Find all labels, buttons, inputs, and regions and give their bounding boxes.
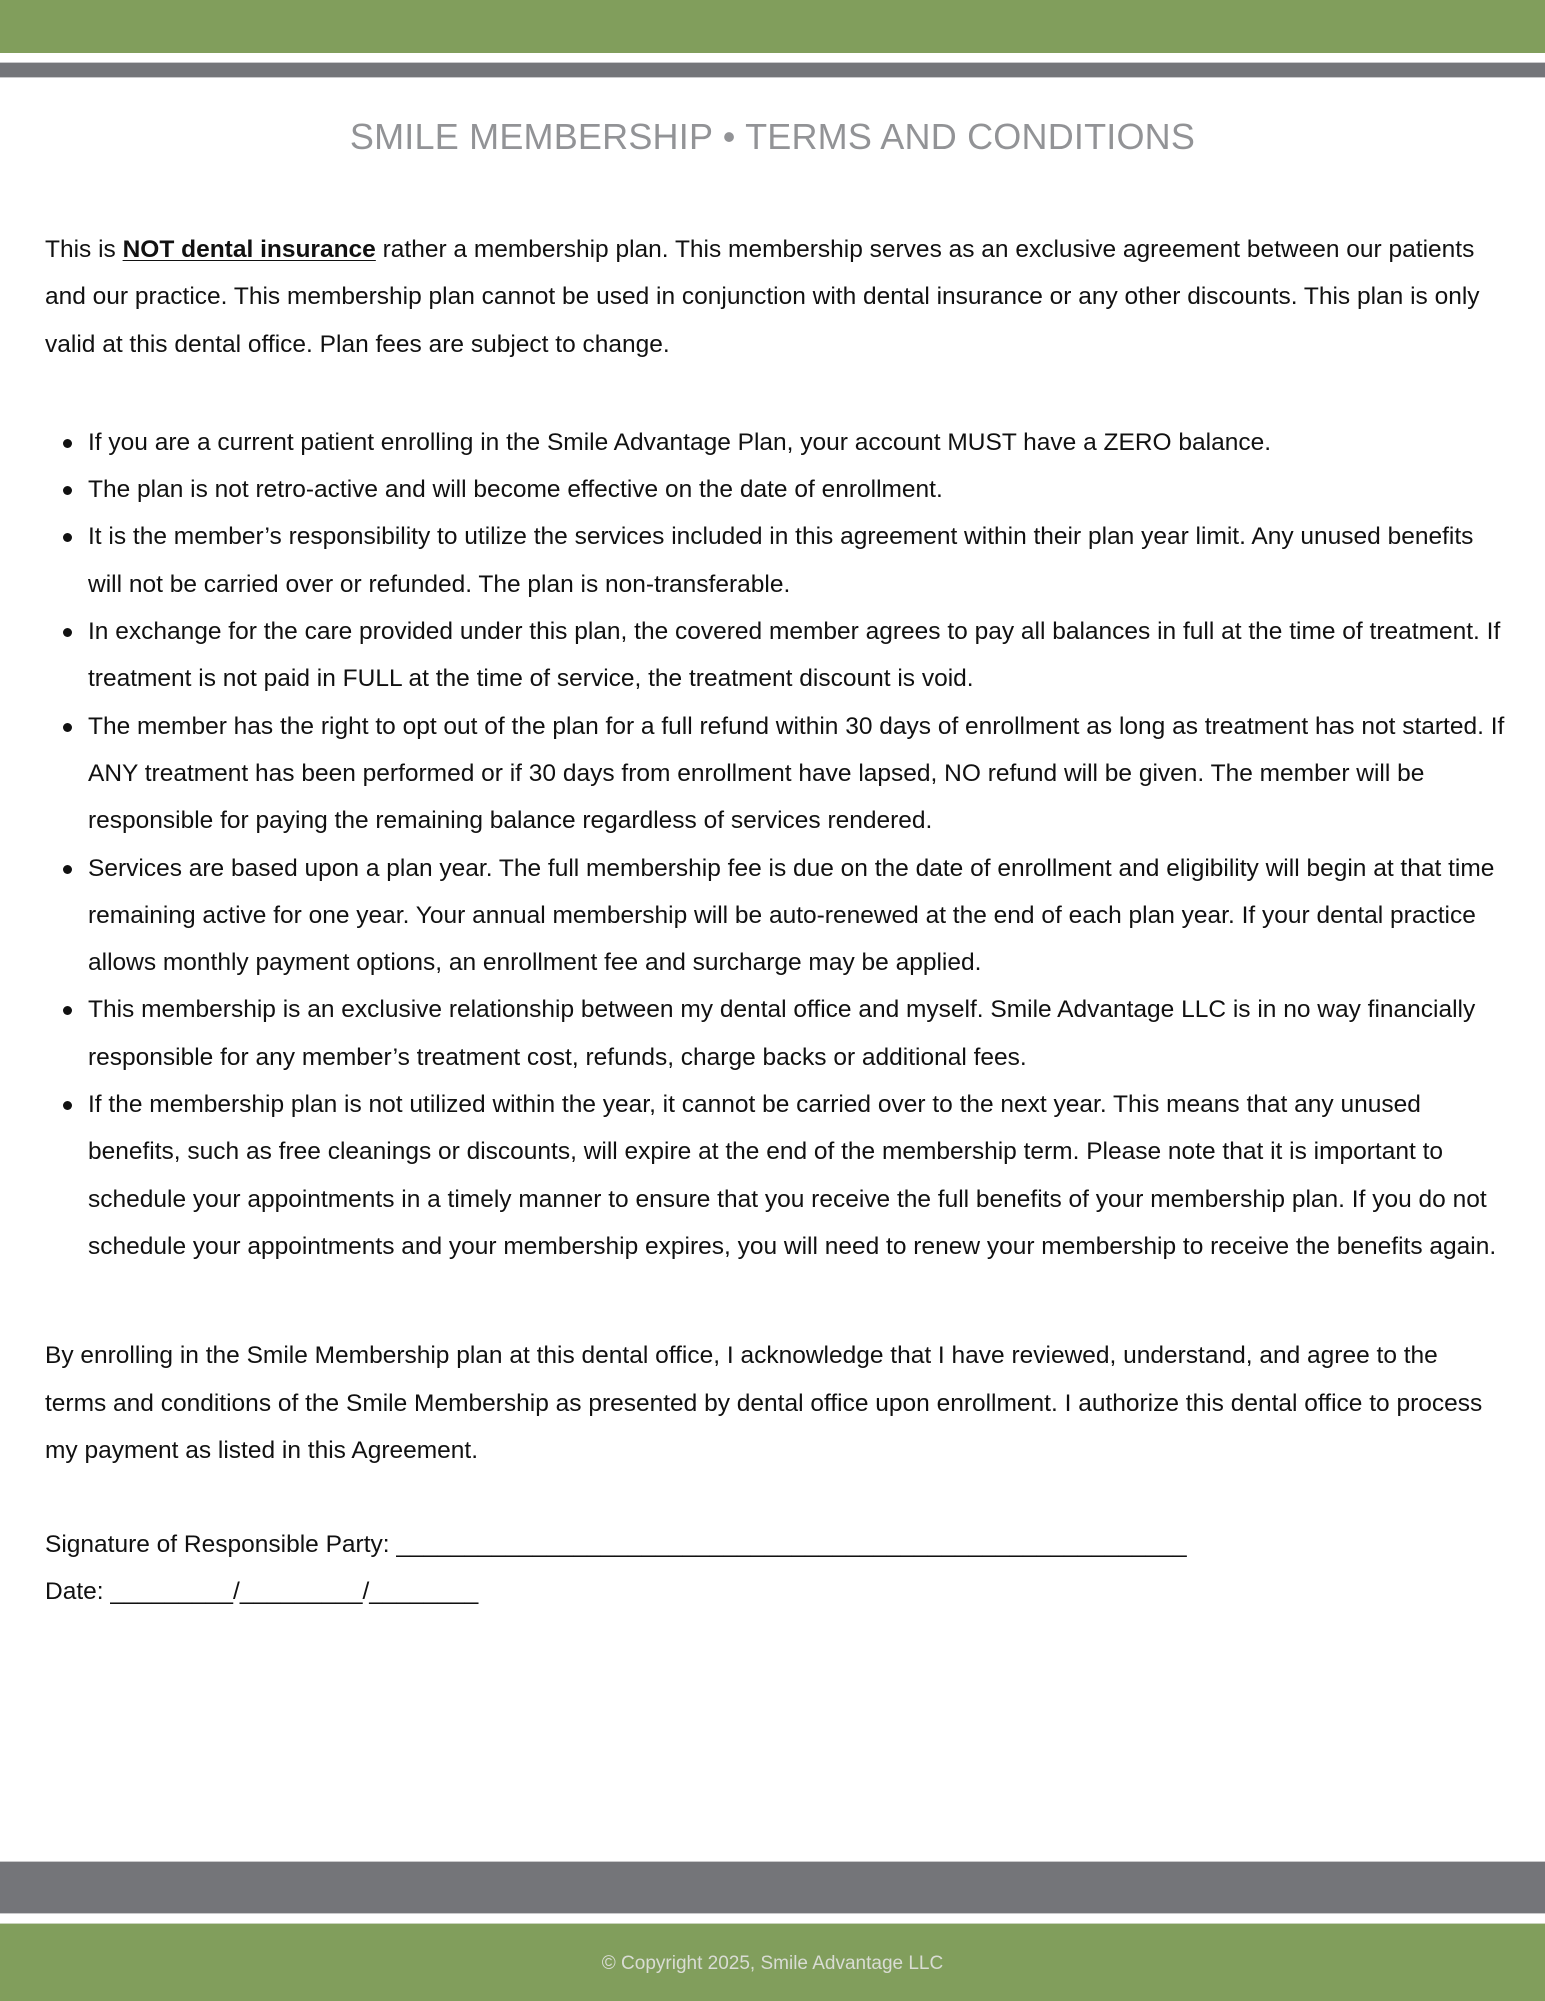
copyright-text: © Copyright 2025, Smile Advantage LLC bbox=[601, 1953, 944, 1974]
header-gray-band bbox=[0, 62, 1545, 78]
intro-suffix: rather a membership plan. This membership serves as an exclusive agreement between our patients and our practice. This membership plan cannot be used in conjunction with dental insurance or any other discounts. This plan is only valid at this dental office. Plan fees are subject to change. bbox=[45, 236, 1480, 358]
signature-row bbox=[45, 1521, 1505, 1568]
term-item bbox=[88, 608, 1505, 703]
page-title: SMILE MEMBERSHIP • TERMS AND CONDITIONS bbox=[349, 116, 1196, 157]
term-item bbox=[88, 986, 1505, 1081]
footer-gray-band bbox=[0, 1861, 1545, 1914]
term-text: In exchange for the care provided under this plan, the covered member agrees to pay all balances in full at the time of treatment. If treatment is not paid in FULL at the time of service, the treatment discount is void. bbox=[88, 618, 1501, 693]
date-label: Date: bbox=[45, 1578, 111, 1606]
term-text: If you are a current patient enrolling in the Smile Advantage Plan, your account MUST have a ZERO balance. bbox=[88, 428, 1272, 456]
signature-label: Signature of Responsible Party: bbox=[45, 1531, 397, 1559]
terms-list bbox=[45, 419, 1505, 1270]
bullet-icon bbox=[63, 1006, 72, 1015]
not-insurance-emphasis: NOT dental insurance bbox=[122, 236, 376, 263]
intro-prefix: This is bbox=[45, 236, 123, 263]
acknowledgement-paragraph: By enrolling in the Smile Membership plan at this dental office, I acknowledge that I have reviewed, understand, and agree to the terms and conditions of the Smile Membership as presented by dental office upon enrollment. I authorize this dental office to process my payment as listed in this Agreement. bbox=[45, 1342, 1483, 1464]
bullet-icon bbox=[63, 723, 72, 732]
term-item bbox=[88, 513, 1505, 608]
bullet-icon bbox=[63, 439, 72, 448]
bullet-icon bbox=[63, 533, 72, 542]
term-item bbox=[88, 703, 1505, 845]
date-row bbox=[45, 1568, 1505, 1615]
header-green-band bbox=[0, 0, 1545, 53]
bullet-icon bbox=[63, 486, 72, 495]
term-text: The member has the right to opt out of the plan for a full refund within 30 days of enrollment as long as treatment has not started. If ANY treatment has been performed or if 30 days from enrollment have lapsed, NO refund will be given. The member will be responsible for paying the remaining balance regardless of services rendered. bbox=[88, 712, 1505, 835]
term-item bbox=[88, 1081, 1505, 1270]
term-text: If the membership plan is not utilized within the year, it cannot be carried over to the next year. This means that any unused benefits, such as free cleanings or discounts, will expire at the end of the membership term. Please note that it is important to schedule your appointments in a timely manner to ensure that you receive the full benefits of your membership plan. If you do not schedule your appointments and your membership expires, you will need to renew your membership to receive the benefits again. bbox=[88, 1091, 1497, 1260]
term-text: The plan is not retro-active and will become effective on the date of enrollment. bbox=[88, 476, 943, 504]
bullet-icon bbox=[63, 628, 72, 637]
term-text: Services are based upon a plan year. The full membership fee is due on the date of enrollment and eligibility will begin at that time remaining active for one year. Your annual membership will be auto-renewed at the end of each plan year. If your dental practice allows monthly payment options, an enrollment fee and surcharge may be applied. bbox=[88, 854, 1495, 977]
bullet-icon bbox=[63, 1101, 72, 1110]
term-text: This membership is an exclusive relationship between my dental office and myself. Smile Advantage LLC is in no way financially responsible for any member’s treatment cost, refunds, charge backs or additional fees. bbox=[88, 996, 1476, 1071]
terms-document bbox=[45, 226, 1505, 1616]
date-line[interactable]: _________/_________/________ bbox=[110, 1578, 479, 1606]
term-text: It is the member’s responsibility to utilize the services included in this agreement within their plan year limit. Any unused benefits will not be carried over or refunded. The plan is non-transferable. bbox=[88, 523, 1474, 598]
intro-paragraph bbox=[45, 226, 1505, 368]
term-item bbox=[88, 419, 1505, 466]
signature-line[interactable]: __________________________________________________________ bbox=[396, 1531, 1187, 1559]
term-item bbox=[88, 845, 1505, 987]
bullet-icon bbox=[63, 865, 72, 874]
term-item bbox=[88, 466, 1505, 513]
